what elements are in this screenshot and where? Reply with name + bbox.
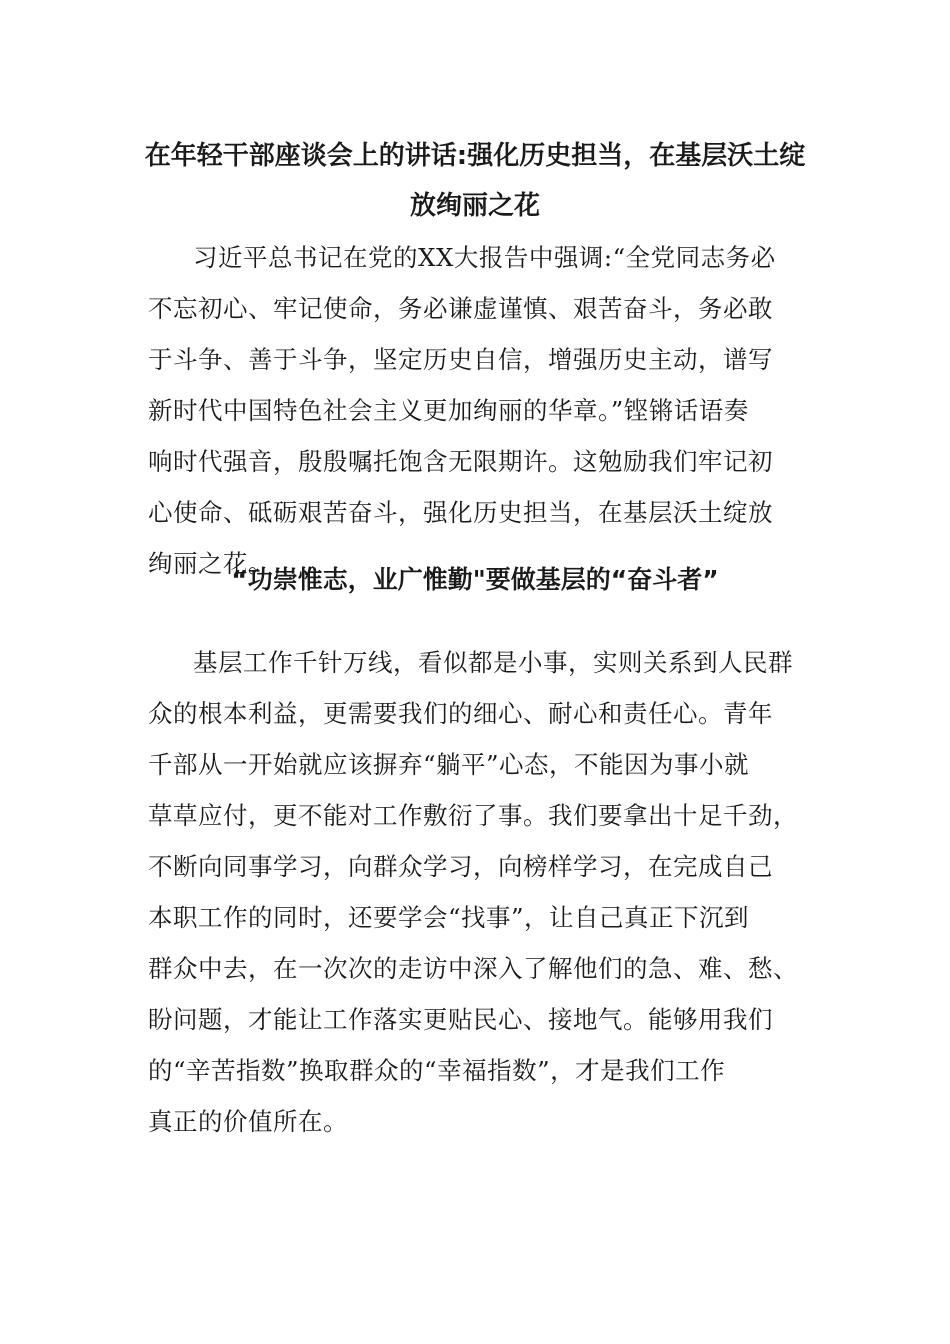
section-heading: “功崇惟志，业广惟勤"要做基层的“奋斗者” <box>231 565 719 594</box>
document-title-line-1: 在年轻干部座谈会上的讲话:强化历史担当，在基层沃土绽 <box>144 141 806 171</box>
paragraph-line: 群众中去，在一次次的走访中深入了解他们的急、难、愁、 <box>148 954 798 983</box>
paragraph-line: 千部从一开始就应该摒弃“躺平”心态，不能因为事小就 <box>148 750 750 779</box>
paragraph-line: 绚丽之花。 <box>148 549 273 578</box>
paragraph-line: 草草应付，更不能对工作敷衍了事。我们要拿出十足千劲， <box>148 801 798 830</box>
paragraph-grassroots <box>148 637 808 1147</box>
paragraph-line: 新时代中国特色社会主义更加绚丽的华章。”铿锵话语奏 <box>148 396 749 425</box>
paragraph-line: 响时代强音，殷殷嘱托饱含无限期许。这勉励我们牢记初 <box>148 447 773 476</box>
paragraph-line: 真正的价值所在。 <box>148 1107 348 1136</box>
paragraph-line: 盼问题，才能让工作落实更贴民心、接地气。能够用我们 <box>148 1005 773 1034</box>
paragraph-line: 不断向同事学习，向群众学习，向榜样学习，在完成自己 <box>148 852 773 881</box>
paragraph-intro <box>148 232 808 589</box>
paragraph-line: 的“辛苦指数”换取群众的“幸福指数”，才是我们工作 <box>148 1056 726 1085</box>
paragraph-line: 本职工作的同时，还要学会“找事”，让自己真正下沉到 <box>148 903 750 932</box>
paragraph-line: 不忘初心、牢记使命，务必谦虚谨慎、艰苦奋斗，务必敢 <box>148 294 773 323</box>
paragraph-line: 习近平总书记在党的XX大报告中强调:“全党同志务必 <box>193 243 776 272</box>
paragraph-line: 于斗争、善于斗争，坚定历史自信，增强历史主动，谱写 <box>148 345 773 374</box>
paragraph-line: 众的根本利益，更需要我们的细心、耐心和责任心。青年 <box>148 699 773 728</box>
paragraph-line: 心使命、砥砺艰苦奋斗，强化历史担当，在基层沃土绽放 <box>148 498 773 527</box>
paragraph-line: 基层工作千针万线，看似都是小事，实则关系到人民群 <box>193 648 793 677</box>
document-title-line-2: 放绚丽之花 <box>409 191 540 221</box>
